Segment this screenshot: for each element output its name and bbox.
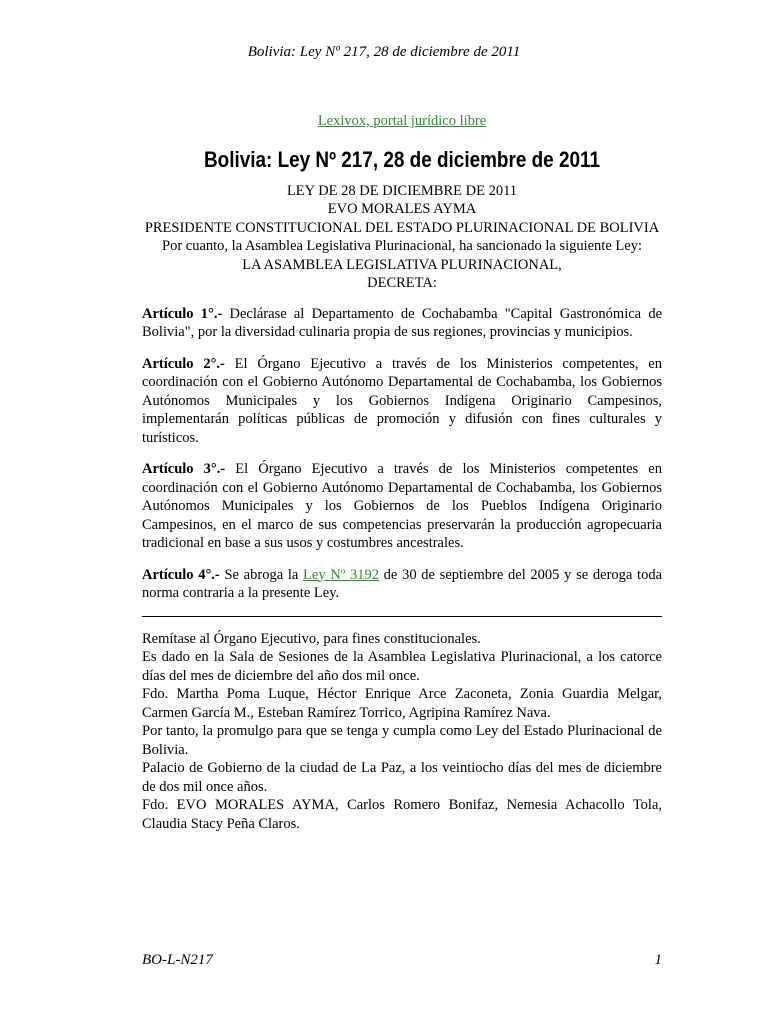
closing-signatories-executive: Fdo. EVO MORALES AYMA, Carlos Romero Bonifaz, Nemesia Achacollo Tola, Claudia Stacy Peña Claros. (142, 797, 662, 832)
preamble-president-title: PRESIDENTE CONSTITUCIONAL DEL ESTADO PLURINACIONAL DE BOLIVIA (144, 219, 660, 236)
article-label: Artículo 1°.- (142, 305, 223, 322)
preamble-assembly: LA ASAMBLEA LEGISLATIVA PLURINACIONAL, (242, 256, 562, 273)
document-title: Bolivia: Ley Nº 217, 28 de diciembre de 2011 (203, 146, 601, 172)
article-label: Artículo 4°.- (142, 566, 220, 583)
document-body (142, 112, 662, 833)
preamble-president-name: EVO MORALES AYMA (327, 201, 477, 217)
article-4 (142, 566, 662, 603)
closing-promulgation: Por tanto, la promulgo para que se tenga y cumpla como Ley del Estado Plurinacional de Bolivia. (142, 723, 662, 758)
section-divider (142, 616, 662, 617)
closing-dado-en: Es dado en la Sala de Sesiones de la Asamblea Legislativa Plurinacional, a los catorce días del mes de diciembre del año dos mil once. (142, 649, 662, 684)
preamble-law-date: LEY DE 28 DE DICIEMBRE DE 2011 (286, 182, 518, 199)
article-text: El Órgano Ejecutivo a través de los Ministerios competentes en coordinación con el Gobierno Autónomo Departamental de Cochabamba, los Gobiernos Autónomos Municipales y los Gobiernos de los Pueblos Indígena Originario Campesinos, en el marco de sus competencias preservarán la producción agropecuaria tradicional en base a sus usos y costumbres ancestrales. (142, 461, 662, 551)
article-label: Artículo 2°.- (142, 355, 225, 372)
article-text: Declárase al Departamento de Cochabamba "Capital Gastronómica de Bolivia", por la diversidad culinaria propia de sus regiones, provincias y municipios. (142, 305, 663, 340)
preamble-decreta: DECRETA: (367, 275, 437, 291)
article-label: Artículo 3°.- (142, 461, 226, 477)
closing-signatories-assembly: Fdo. Martha Poma Luque, Héctor Enrique Arce Zaconeta, Zonia Guardia Melgar, Carmen García M., Esteban Ramírez Torrico, Agripina Ramírez Nava. (142, 686, 662, 721)
article-text-before: Se abroga la (219, 566, 304, 583)
preamble (142, 182, 662, 293)
footer-page-number: 1 (654, 952, 662, 968)
portal-link[interactable]: Lexivox, portal jurídico libre (317, 113, 487, 129)
closing-section (142, 630, 662, 834)
preamble-por-cuanto: Por cuanto, la Asamblea Legislativa Plurinacional, ha sancionado la siguiente Ley: (162, 238, 642, 254)
article-3 (142, 460, 662, 553)
article-2 (142, 355, 662, 448)
running-header: Bolivia: Ley Nº 217, 28 de diciembre de 2011 (247, 44, 521, 60)
portal-line (142, 112, 662, 131)
article-1 (142, 305, 662, 342)
article-text-after: de 30 de septiembre del 2005 y se deroga toda norma contraria a la presente Ley. (142, 566, 663, 601)
article-text: El Órgano Ejecutivo a través de los Ministerios competentes, en coordinación con el Gobierno Autónomo Departamental de Cochabamba, los Gobiernos Autónomos Municipales y los Gobiernos Indígena Originario Campesinos, implementarán políticas públicas de promoción y difusión con fines culturales y turísticos. (142, 355, 662, 446)
footer-document-code: BO-L-N217 (142, 952, 213, 968)
closing-palacio: Palacio de Gobierno de la ciudad de La Paz, a los veintiocho días del mes de diciembre de dos mil once años. (142, 760, 662, 795)
closing-remitase: Remítase al Órgano Ejecutivo, para fines constitucionales. (142, 630, 481, 647)
law-3192-link[interactable]: Ley Nº 3192 (303, 566, 379, 583)
